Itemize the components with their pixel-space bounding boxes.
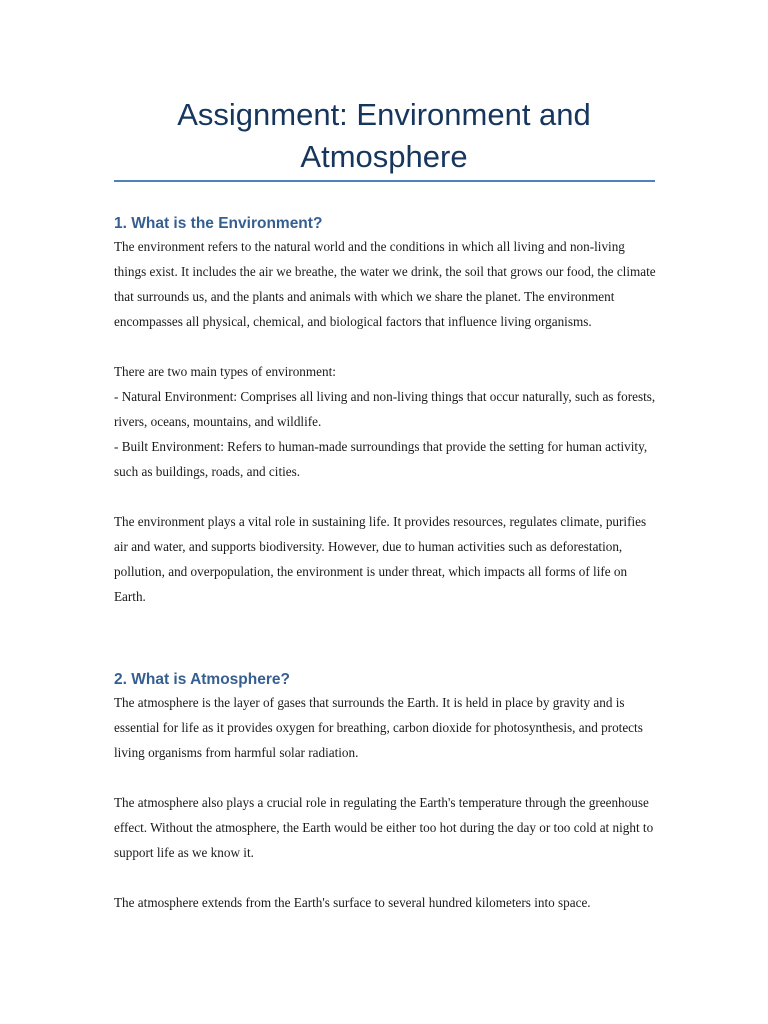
paragraph: The atmosphere also plays a crucial role in regulating the Earth's temperature through the greenhouse effect. Without the atmosphere, the Earth would be either too hot during the day or too cold at night to support life as we know it. (114, 795, 654, 860)
section-body-environment (114, 234, 660, 634)
title-line-1: Assignment: Environment and (177, 97, 591, 132)
paragraph: The atmosphere is the layer of gases that surrounds the Earth. It is held in place by gravity and is essential for life as it provides oxygen for breathing, carbon dioxide for photosynthesis, and protects living organisms from harmful solar radiation. (114, 695, 643, 760)
paragraph: There are two main types of environment: (114, 364, 336, 379)
paragraph: The environment refers to the natural world and the conditions in which all living and non-living things exist. It includes the air we breathe, the water we drink, the soil that grows our food, the climate that surrounds us, and the plants and animals with which we share the planet. The environment encompasses all physical, chemical, and biological factors that influence living organisms. (114, 239, 656, 329)
title-underline (114, 180, 655, 182)
section-body-atmosphere (114, 690, 660, 940)
section-heading-atmosphere: 2. What is Atmosphere? (114, 671, 290, 688)
section-heading-environment: 1. What is the Environment? (114, 215, 323, 232)
document-title (114, 94, 654, 178)
paragraph: The atmosphere extends from the Earth's surface to several hundred kilometers into space. (114, 895, 591, 910)
list-item: - Natural Environment: Comprises all living and non-living things that occur naturally, such as forests, rivers, oceans, mountains, and wildlife. (114, 389, 656, 429)
title-line-2: Atmosphere (300, 139, 468, 174)
list-item: - Built Environment: Refers to human-made surroundings that provide the setting for human activity, such as buildings, roads, and cities. (114, 439, 648, 479)
paragraph: The environment plays a vital role in sustaining life. It provides resources, regulates climate, purifies air and water, and supports biodiversity. However, due to human activities such as deforestation, pollution, and overpopulation, the environment is under threat, which impacts all forms of life on Earth. (114, 514, 647, 604)
